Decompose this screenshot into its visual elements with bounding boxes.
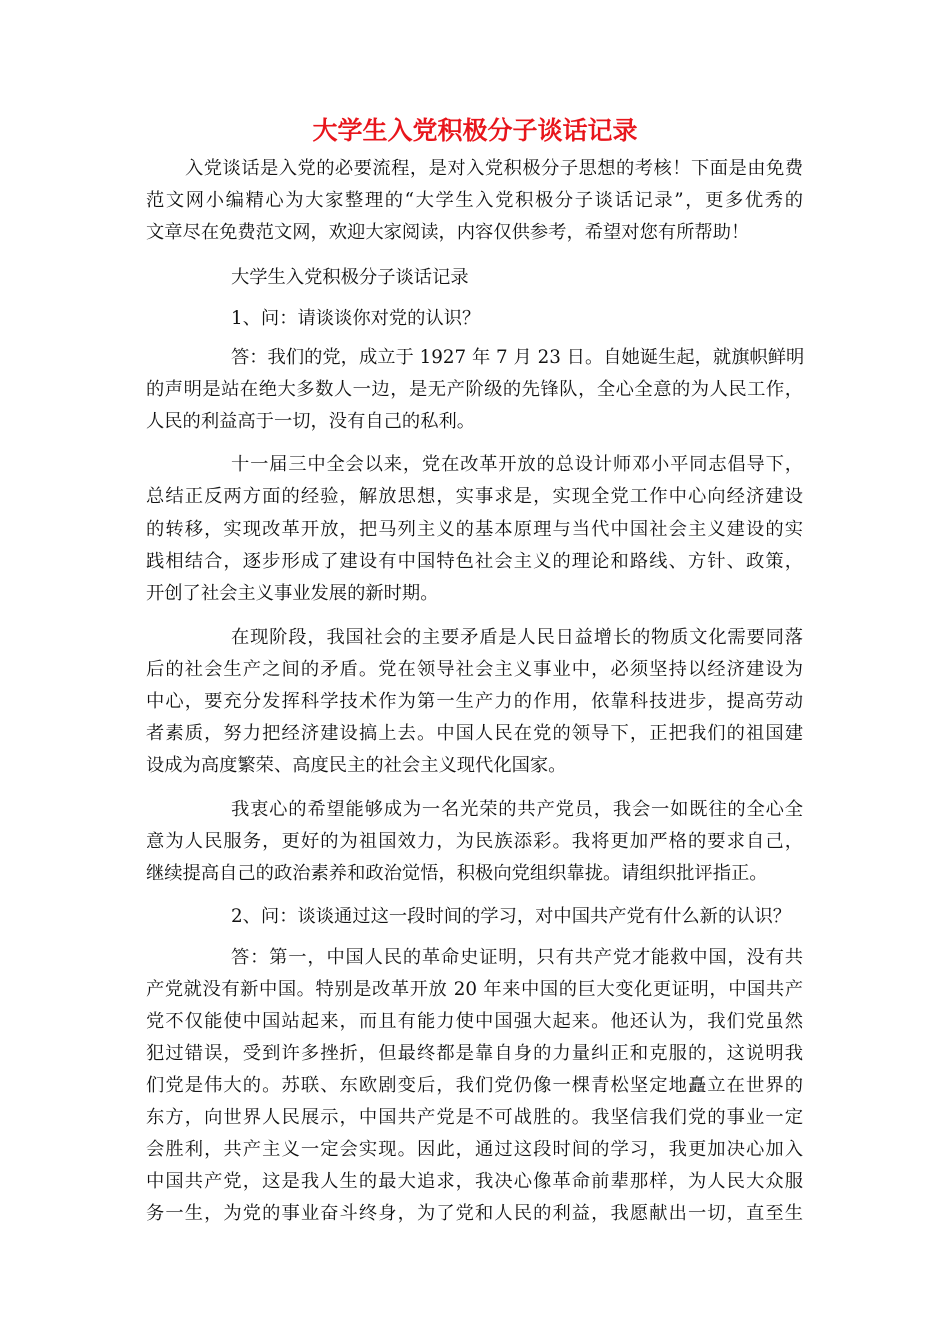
text-line: 产党就没有新中国。特别是改革开放 20 年来中国的巨大变化更证明，中国共产 [146,979,803,1000]
text-line: 答：我们的党，成立于 1927 年 7 月 23 日。自她诞生起，就旗帜鲜明 [231,347,805,368]
text-line: 党不仅能使中国站起来，而且有能力使中国强大起来。他还认为，我们党虽然 [146,1011,803,1032]
text-line: 中心，要充分发挥科学技术作为第一生产力的作用，依靠科技进步，提高劳动 [146,691,803,712]
text-line: 中国共产党，这是我人生的最大追求，我决心像革命前辈那样，为人民大众服 [146,1171,803,1192]
text-line: 意为人民服务，更好的为祖国效力，为民族添彩。我将更加严格的要求自己， [146,831,803,852]
text-line: 会胜利，共产主义一定会实现。因此，通过这段时间的学习，我更加决心加入 [146,1139,803,1160]
text-line: 继续提高自己的政治素养和政治觉悟，积极向党组织靠拢。请组织批评指正。 [146,863,768,884]
text-line: 人民的利益高于一切，没有自己的私利。 [146,411,476,432]
text-line: 在现阶段，我国社会的主要矛盾是人民日益增长的物质文化需要同落 [231,627,803,648]
section-heading: 大学生入党积极分子谈话记录 [231,267,469,288]
document-title: 大学生入党积极分子谈话记录 [312,116,638,145]
text-line: 务一生，为党的事业奋斗终身，为了党和人民的利益，我愿献出一切，直至生 [146,1203,803,1224]
text-line: 的转移，实现改革开放，把马列主义的基本原理与当代中国社会主义建设的实 [146,519,803,540]
text-line: 总结正反两方面的经验，解放思想，实事求是，实现全党工作中心向经济建设 [146,486,803,507]
question-line: 1、问：请谈谈你对党的认识？ [231,308,481,329]
question-line: 2、问：谈谈通过这一段时间的学习，对中国共产党有什么新的认识？ [231,906,792,927]
text-line: 后的社会生产之间的矛盾。党在领导社会主义事业中，必须坚持以经济建设为 [146,659,803,680]
text-line: 范文网小编精心为大家整理的“大学生入党积极分子谈话记录”，更多优秀的 [146,190,803,211]
text-line: 践相结合，逐步形成了建设有中国特色社会主义的理论和路线、方针、政策， [146,551,803,572]
text-line: 文章尽在免费范文网，欢迎大家阅读，内容仅供参考，希望对您有所帮助！ [146,222,750,243]
text-line: 入党谈话是入党的必要流程，是对入党积极分子思想的考核！下面是由免费 [185,158,803,179]
text-line: 设成为高度繁荣、高度民主的社会主义现代化国家。 [146,755,567,776]
text-line: 者素质，努力把经济建设搞上去。中国人民在党的领导下，正把我们的祖国建 [146,723,803,744]
text-line: 东方，向世界人民展示，中国共产党是不可战胜的。我坚信我们党的事业一定 [146,1107,803,1128]
text-line: 开创了社会主义事业发展的新时期。 [146,583,439,604]
text-line: 十一届三中全会以来，党在改革开放的总设计师邓小平同志倡导下， [231,454,803,475]
text-line: 我衷心的希望能够成为一名光荣的共产党员，我会一如既往的全心全 [231,799,803,820]
text-line: 犯过错误，受到许多挫折，但最终都是靠自身的力量纠正和克服的，这说明我 [146,1043,803,1064]
text-line: 们党是伟大的。苏联、东欧剧变后，我们党仍像一棵青松坚定地矗立在世界的 [146,1075,803,1096]
text-line: 答：第一，中国人民的革命史证明，只有共产党才能救中国，没有共 [231,947,803,968]
text-line: 的声明是站在绝大多数人一边，是无产阶级的先锋队，全心全意的为人民工作， [146,379,803,400]
